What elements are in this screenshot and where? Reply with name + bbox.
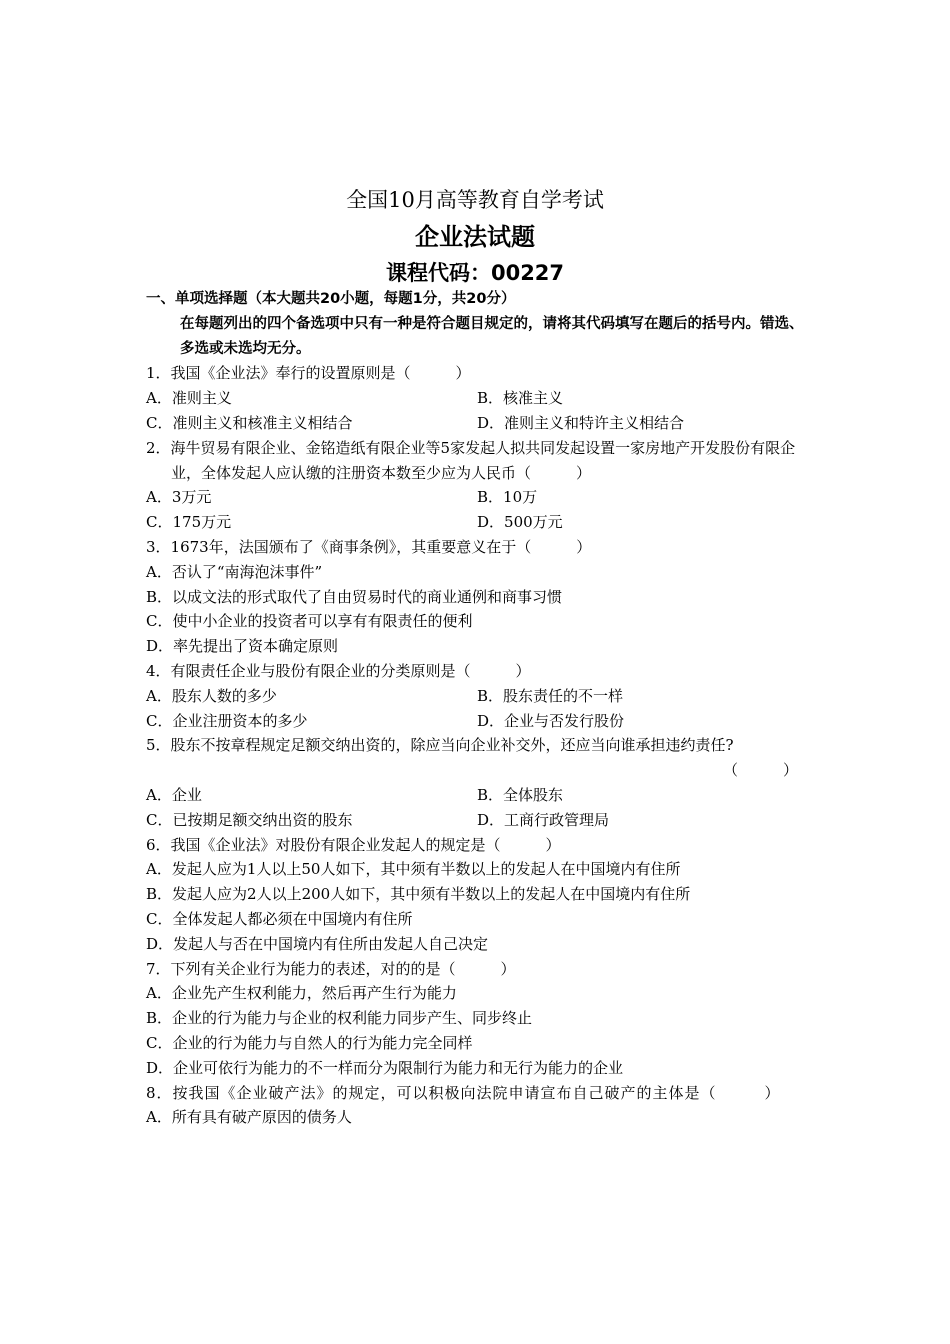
question-1-options-row-2 xyxy=(146,411,808,436)
question-7-option-c: C．企业的行为能力与自然人的行为能力完全同样 xyxy=(146,1033,473,1052)
exam-content xyxy=(146,287,808,1130)
question-8-stem: 8．按我国《企业破产法》的规定，可以积极向法院申请宣布自己破产的主体是（ ） xyxy=(146,1083,781,1102)
question-5-option-d: D．工商行政管理局 xyxy=(477,810,610,829)
question-5-option-c: C．已按期足额交纳出资的股东 xyxy=(146,810,353,829)
question-2-stem: 2．海牛贸易有限企业、金铭造纸有限企业等5家发起人拟共同发起设置一家房地产开发股份有限企业，全体发起人应认缴的注册资本数至少应为人民币（ ） xyxy=(146,438,796,482)
question-2-option-b: B．10万 xyxy=(477,488,538,507)
question-2-option-c: C．175万元 xyxy=(146,513,232,532)
question-4-options-row-1 xyxy=(146,684,808,709)
question-5-options-row-1 xyxy=(146,783,808,808)
question-2-options-row-1 xyxy=(146,485,808,510)
question-7-stem: 7．下列有关企业行为能力的表述，对的的是（ ） xyxy=(146,959,516,978)
question-3-option-c: C．使中小企业的投资者可以享有有限责任的便利 xyxy=(146,612,473,631)
section-instruction: 在每题列出的四个备选项中只有一种是符合题目规定的，请将其代码填写在题后的括号内。错选、多选或未选均无分。 xyxy=(180,315,804,357)
question-6-stem: 6．我国《企业法》对股份有限企业发起人的规定是（ ） xyxy=(146,835,561,854)
question-8-option-a: A．所有具有破产原因的债务人 xyxy=(146,1108,352,1127)
exam-title: 全国10月高等教育自学考试 xyxy=(346,188,604,212)
question-1-stem: 1．我国《企业法》奉行的设置原则是（ ） xyxy=(146,364,471,383)
question-6-option-c: C．全体发起人都必须在中国境内有住所 xyxy=(146,909,413,928)
question-6-option-d: D．发起人与否在中国境内有住所由发起人自己决定 xyxy=(146,934,489,953)
question-2-options-row-2 xyxy=(146,510,808,535)
question-4-option-b: B．股东责任的不一样 xyxy=(477,686,624,705)
question-1-option-b: B．核准主义 xyxy=(477,389,564,408)
question-3-option-b: B．以成文法的形式取代了自由贸易时代的商业通例和商事习惯 xyxy=(146,587,563,606)
question-4-options-row-2 xyxy=(146,709,808,734)
question-3-stem: 3．1673年，法国颁布了《商事条例》，其重要意义在于（ ） xyxy=(146,537,592,556)
course-code: 课程代码：00227 xyxy=(385,261,565,285)
question-3-option-d: D．率先提出了资本确定原则 xyxy=(146,637,339,656)
question-5-option-a: A．企业 xyxy=(146,785,202,804)
question-7-option-d: D．企业可依行为能力的不一样而分为限制行为能力和无行为能力的企业 xyxy=(146,1058,624,1077)
question-7-option-b: B．企业的行为能力与企业的权利能力同步产生、同步终止 xyxy=(146,1009,533,1028)
question-5-options-row-2 xyxy=(146,808,808,833)
section-heading: 一、单项选择题（本大题共20小题，每题1分，共20分） xyxy=(146,291,516,307)
question-5-answer-bracket: （ ） xyxy=(722,761,798,780)
question-5-option-b: B．全体股东 xyxy=(477,785,564,804)
question-4-option-c: C．企业注册资本的多少 xyxy=(146,711,308,730)
question-7-option-a: A．企业先产生权利能力，然后再产生行为能力 xyxy=(146,984,457,1003)
question-1-option-c: C．准则主义和核准主义相结合 xyxy=(146,413,353,432)
question-2-option-a: A．3万元 xyxy=(146,488,212,507)
question-4-stem: 4．有限责任企业与股份有限企业的分类原则是（ ） xyxy=(146,661,531,680)
question-6-option-b: B．发起人应为2人以上200人如下，其中须有半数以上的发起人在中国境内有住所 xyxy=(146,885,691,904)
question-1-option-a: A．准则主义 xyxy=(146,389,232,408)
question-5-stem: 5．股东不按章程规定足额交纳出资的，除应当向企业补交外，还应当向谁承担违约责任? xyxy=(146,736,734,755)
question-2-option-d: D．500万元 xyxy=(477,513,563,532)
question-6-option-a: A．发起人应为1人以上50人如下，其中须有半数以上的发起人在中国境内有住所 xyxy=(146,860,681,879)
question-1-options-row-1 xyxy=(146,386,808,411)
question-4-option-d: D．企业与否发行股份 xyxy=(477,711,625,730)
subject-title: 企业法试题 xyxy=(415,223,535,251)
question-4-option-a: A．股东人数的多少 xyxy=(146,686,277,705)
question-3-option-a: A．否认了“南海泡沫事件” xyxy=(146,562,323,581)
question-1-option-d: D．准则主义和特许主义相结合 xyxy=(477,413,685,432)
